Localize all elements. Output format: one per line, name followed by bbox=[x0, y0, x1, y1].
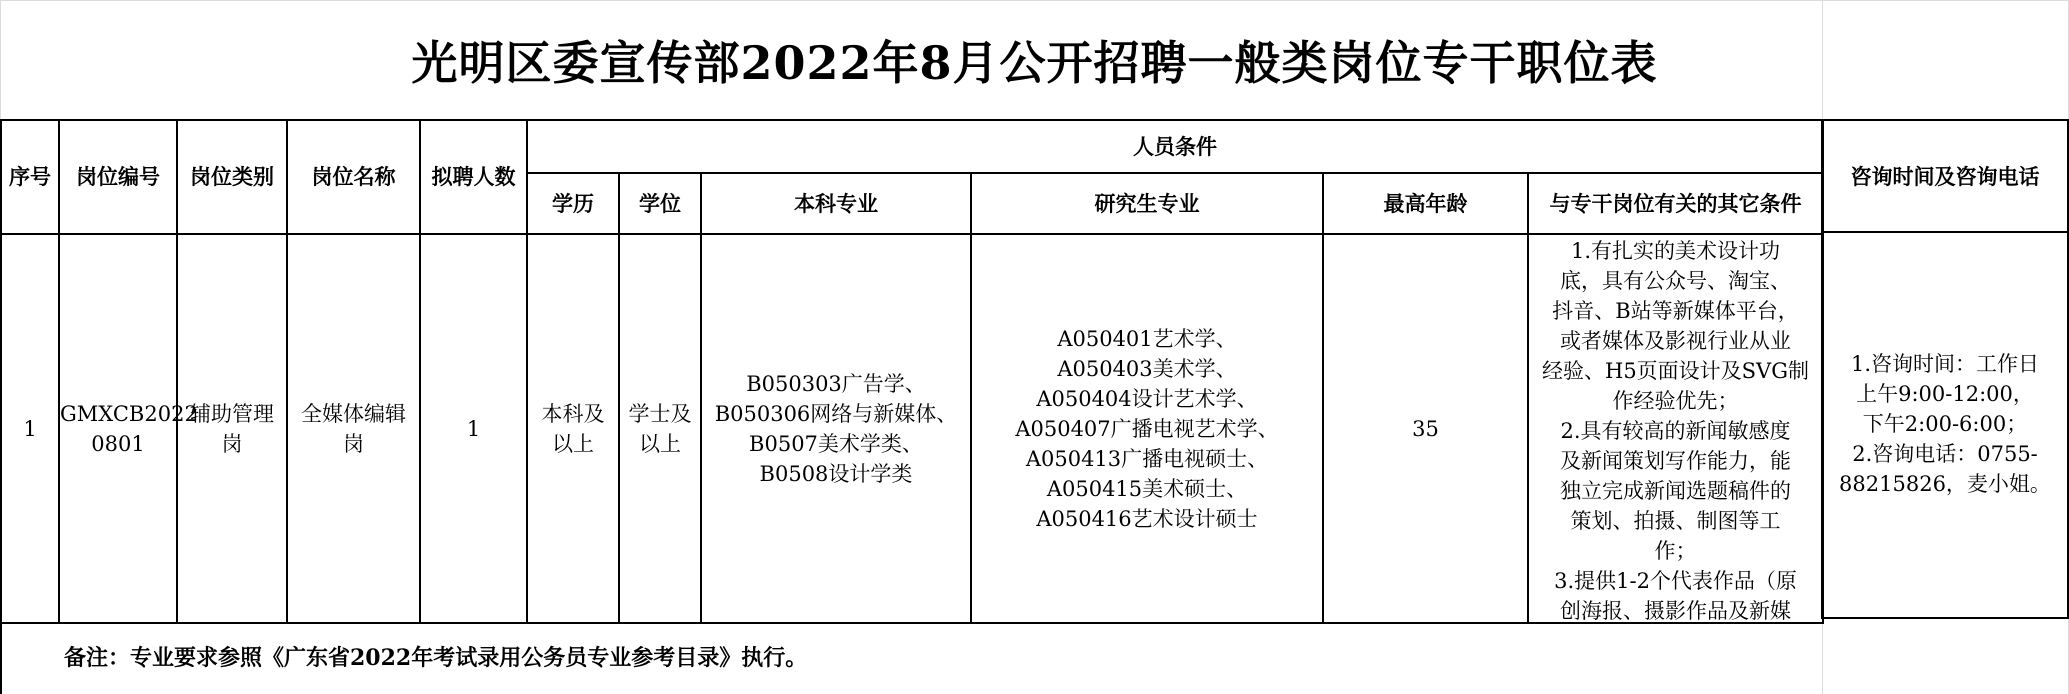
table-row bbox=[1, 234, 1823, 623]
degree-value: 学士及 以上 bbox=[628, 401, 692, 456]
cell-planned-count bbox=[420, 234, 527, 623]
header-requirements-group: 人员条件 bbox=[527, 120, 1823, 173]
cell-position-name bbox=[287, 234, 420, 623]
undergrad-major-value: B050303广告学、 B050306网络与新媒体、 B0507美术学类、 B0508设计学类 bbox=[714, 371, 958, 486]
position-code-value: GMXCB2022 0801 bbox=[60, 401, 198, 456]
cell-degree bbox=[619, 234, 701, 623]
planned-count-value: 1 bbox=[466, 416, 481, 441]
cell-seq bbox=[1, 234, 59, 623]
contact-header bbox=[1821, 119, 2069, 233]
position-type-value: 辅助管理 岗 bbox=[190, 401, 274, 456]
grad-major-value: A050401艺术学、 A050403美术学、 A050404设计艺术学、 A050407广播电视艺术学、 A050413广播电视硕士、 A050415美术硕士、 A050416艺术设计硕士 bbox=[1015, 326, 1279, 531]
contact-value: 1.咨询时间：工作日 上午9:00-12:00， 下午2:00-6:00； 2.咨询电话：0755- 88215826，麦小姐。 bbox=[1839, 352, 2051, 496]
position-name-value: 全媒体编辑 岗 bbox=[301, 401, 406, 456]
header-grad-major: 研究生专业 bbox=[971, 173, 1323, 234]
cell-position-type bbox=[177, 234, 287, 623]
education-value: 本科及 以上 bbox=[541, 401, 605, 456]
remark-border bbox=[0, 619, 2, 694]
header-position-type: 岗位类别 bbox=[177, 120, 287, 234]
header-position-code: 岗位编号 bbox=[59, 120, 177, 234]
header-planned-count: 拟聘人数 bbox=[420, 120, 527, 234]
header-undergrad-major: 本科专业 bbox=[701, 173, 971, 234]
title-bar bbox=[0, 0, 2069, 119]
contact-cell bbox=[1821, 231, 2069, 619]
cell-education bbox=[527, 234, 619, 623]
header-position-name: 岗位名称 bbox=[287, 120, 420, 234]
header-seq: 序号 bbox=[1, 120, 59, 234]
page-title: 光明区委宣传部2022年8月公开招聘一般类岗位专干职位表 bbox=[411, 35, 1658, 90]
cell-max-age bbox=[1323, 234, 1528, 623]
header-row bbox=[1, 120, 1823, 173]
remark-row bbox=[0, 619, 2069, 694]
cell-other-conditions bbox=[1528, 234, 1823, 623]
other-conditions-value: 1.有扎实的美术设计功 底，具有公众号、淘宝、 抖音、B站等新媒体平台， 或者媒体及影视行业从业 经验、H5页面设计及SVG制 作经验优先； 2.具有较高的新闻敏感度 及新闻策划写作能力，能 独立完成新闻选题稿件的 策划、拍摄、制图等工 作； 3.提供1-2个代表作品（原 创海报、摄影作品及新媒 bbox=[1542, 239, 1810, 623]
contact-column bbox=[1821, 119, 2069, 619]
cell-undergrad-major bbox=[701, 234, 971, 623]
header-max-age: 最高年龄 bbox=[1323, 173, 1528, 234]
max-age-value: 35 bbox=[1412, 416, 1439, 441]
remark-text: 备注：专业要求参照《广东省2022年考试录用公务员专业参考目录》执行。 bbox=[64, 645, 808, 671]
header-degree: 学位 bbox=[619, 173, 701, 234]
header-education: 学历 bbox=[527, 173, 619, 234]
cell-position-code bbox=[59, 234, 198, 623]
job-table bbox=[0, 119, 1824, 624]
header-contact: 咨询时间及咨询电话 bbox=[1850, 164, 2040, 189]
seq-value: 1 bbox=[23, 416, 37, 441]
header-other-conditions: 与专干岗位有关的其它条件 bbox=[1528, 173, 1823, 234]
cell-grad-major bbox=[971, 234, 1323, 623]
